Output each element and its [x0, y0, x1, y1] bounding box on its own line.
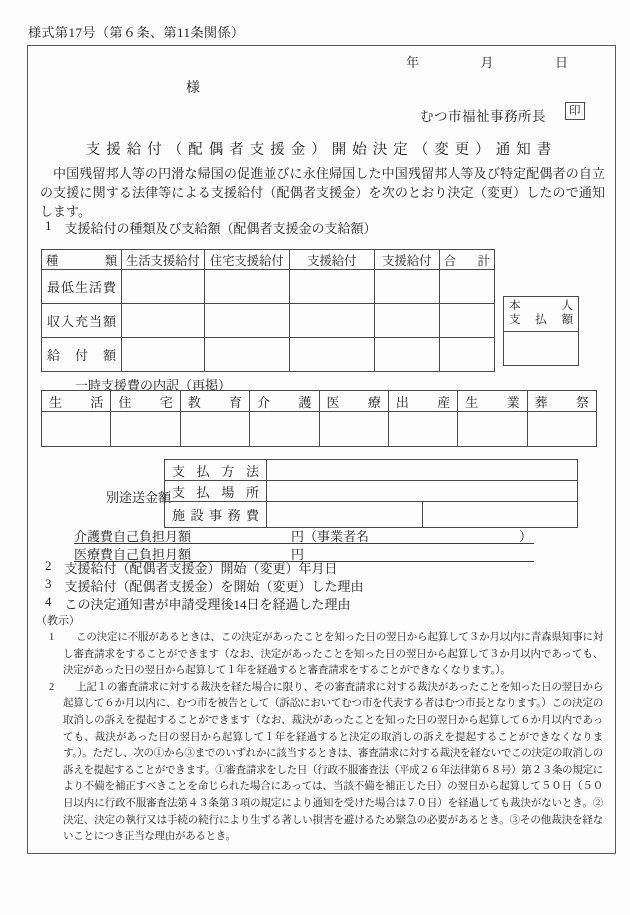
empty-cell	[388, 412, 457, 447]
care-copay-label: 介護費自己負担月額	[74, 529, 192, 544]
table-row	[42, 270, 495, 304]
col-header-type: 種類	[42, 250, 122, 270]
col-header-education: 教育	[180, 391, 249, 412]
table-row	[165, 502, 578, 528]
care-copay-line	[74, 526, 534, 544]
empty-cell	[527, 412, 596, 447]
self-payment-box	[503, 296, 579, 366]
self-payment-label: 本人 支払額	[504, 297, 578, 332]
date-day-label: 日	[554, 55, 568, 70]
medical-copay-unit: 円	[291, 547, 305, 562]
separate-remittance-label: 別途送金額	[106, 490, 172, 505]
form-number: 様式第17号（第６条、第11条関係）	[28, 25, 245, 40]
empty-cell	[458, 412, 527, 447]
empty-cell	[289, 270, 374, 304]
row-label-facility-expense: 施設事務費	[165, 502, 267, 528]
table-row	[42, 304, 495, 338]
row-label-payment-place: 支払場所	[165, 481, 267, 502]
seal-placeholder: 印	[565, 102, 585, 120]
col-header-funeral: 葬祭	[527, 391, 596, 412]
empty-cell	[422, 502, 578, 528]
benefit-amount-table	[41, 249, 495, 372]
col-header-housing-support: 住宅支援給付	[204, 250, 289, 270]
empty-cell	[111, 412, 180, 447]
addressee-suffix: 様	[186, 81, 200, 96]
row-label-minimum-living-cost: 最低生活費	[42, 270, 122, 304]
instruction-item-1: 1 この決定に不服があるときは、この決定があったことを知った日の翌日から起算して３か月以内に青森県知事に対し審査請求をすることができます（なお、決定があったことを知った日の翌日から起算して３か月以内であっても、決定があった日の翌日から起算して１年を経過すると審査請求をすることができなくなります。）。	[49, 632, 603, 677]
empty-cell	[122, 270, 205, 304]
col-header-living: 生活	[42, 391, 111, 412]
empty-cell	[374, 338, 439, 372]
empty-cell	[204, 338, 289, 372]
empty-cell	[180, 412, 249, 447]
row-label-income-allocation: 収入充当額	[42, 304, 122, 338]
empty-cell	[122, 338, 205, 372]
row-label-benefit-amount: 給付額	[42, 338, 122, 372]
section-4-heading: 4 この決定通知書が申請受理後14日を経過した理由	[45, 594, 351, 612]
empty-cell	[122, 304, 205, 338]
empty-cell	[267, 502, 423, 528]
empty-cell	[374, 270, 439, 304]
empty-cell	[319, 412, 388, 447]
empty-cell	[204, 270, 289, 304]
empty-cell	[267, 481, 578, 502]
empty-cell	[289, 338, 374, 372]
payment-detail-table	[164, 459, 578, 528]
col-header-housing: 住宅	[111, 391, 180, 412]
section-2-heading: 2 支援給付（配偶者支援金）開始（変更）年月日	[45, 558, 338, 576]
col-header-support-2: 支援給付	[374, 250, 439, 270]
empty-cell	[250, 412, 319, 447]
empty-cell	[204, 304, 289, 338]
empty-cell	[439, 338, 494, 372]
empty-cell	[439, 304, 494, 338]
table-row	[165, 460, 578, 481]
document-border	[27, 45, 616, 854]
col-header-occupation: 生業	[458, 391, 527, 412]
instruction-item-2: 2 上記１の審査請求に対する裁決を経た場合に限り、その審査請求に対する裁決があったことを知った日の翌日から起算して６か月以内に、むつ市を被告として（訴訟においてむつ市を代表する者はむつ市長となります。）この決定の取消しの訴えを提起することができます（なお、裁決があったことを知った日の翌日から起算して６か月以内であっても、裁決があった日の翌日から起算して１年を経過すると決定の取消しの訴えを提起することができなくなります。）。ただし、次の①から③までのいずれかに該当するときは、審査請求に対する裁決を経ないでこの決定の取消しの訴えを提起することができます。①審査請求をした日（行政不服審査法（平成２６年法律第６８号）第２３条の規定により不備を補正すべきことを命じられた場合にあっては、当該不備を補正した日）の翌日から起算して５０日（５０日以内に行政不服審査法第４３条第３項の規定により通知を受けた場合は７０日）を経過しても裁決がないとき。②決定、決定の執行又は手続の続行により生ずる著しい損害を避けるため緊急の必要があるとき。③その他裁決を経ないことにつき正当な理由があるとき。	[49, 681, 603, 843]
row-label-payment-method: 支払方法	[165, 460, 267, 481]
medical-copay-label: 医療費自己負担月額	[74, 547, 192, 562]
page-title: 支援給付（配偶者支援金）開始決定（変更）通知書	[85, 142, 558, 158]
table-row	[42, 338, 495, 372]
table-row	[165, 481, 578, 502]
lump-sum-breakdown-table	[41, 390, 597, 447]
date-line	[406, 52, 568, 71]
care-copay-unit: 円（事業者名	[291, 529, 370, 544]
col-header-medical: 医療	[319, 391, 388, 412]
col-header-living-support: 生活支援給付	[122, 250, 205, 270]
col-header-support-1: 支援給付	[289, 250, 374, 270]
empty-cell	[267, 460, 578, 481]
table-row	[42, 412, 597, 447]
section-1-number: 1	[45, 218, 52, 233]
intro-paragraph: 中国残留邦人等の円滑な帰国の促進並びに永住帰国した中国残留邦人等及び特定配偶者の自立の支援に関する法律等による支援給付（配偶者支援金）を次のとおり決定（変更）したので通知します。	[40, 166, 605, 219]
empty-cell	[289, 304, 374, 338]
care-copay-close-paren: ）	[518, 529, 532, 544]
instructions-heading: （教示）	[36, 615, 80, 627]
col-header-childbirth: 出産	[388, 391, 457, 412]
col-header-total: 合計	[439, 250, 494, 270]
breakdown-label: 一時支援費の内訳（再掲）	[75, 378, 232, 393]
issuer-title: むつ市福祉事務所長	[420, 109, 546, 124]
date-month-label: 月	[480, 55, 494, 70]
instructions-list	[36, 630, 603, 846]
empty-cell	[42, 412, 111, 447]
col-header-nursing: 介護	[250, 391, 319, 412]
empty-cell	[439, 270, 494, 304]
section-1-heading	[45, 218, 377, 237]
section-3-heading: 3 支援給付（配偶者支援金）を開始（変更）した理由	[45, 576, 364, 594]
empty-cell	[374, 304, 439, 338]
date-year-label: 年	[406, 55, 420, 70]
section-1-label: 支援給付の種類及び支給額（配偶者支援金の支給額）	[64, 221, 377, 236]
